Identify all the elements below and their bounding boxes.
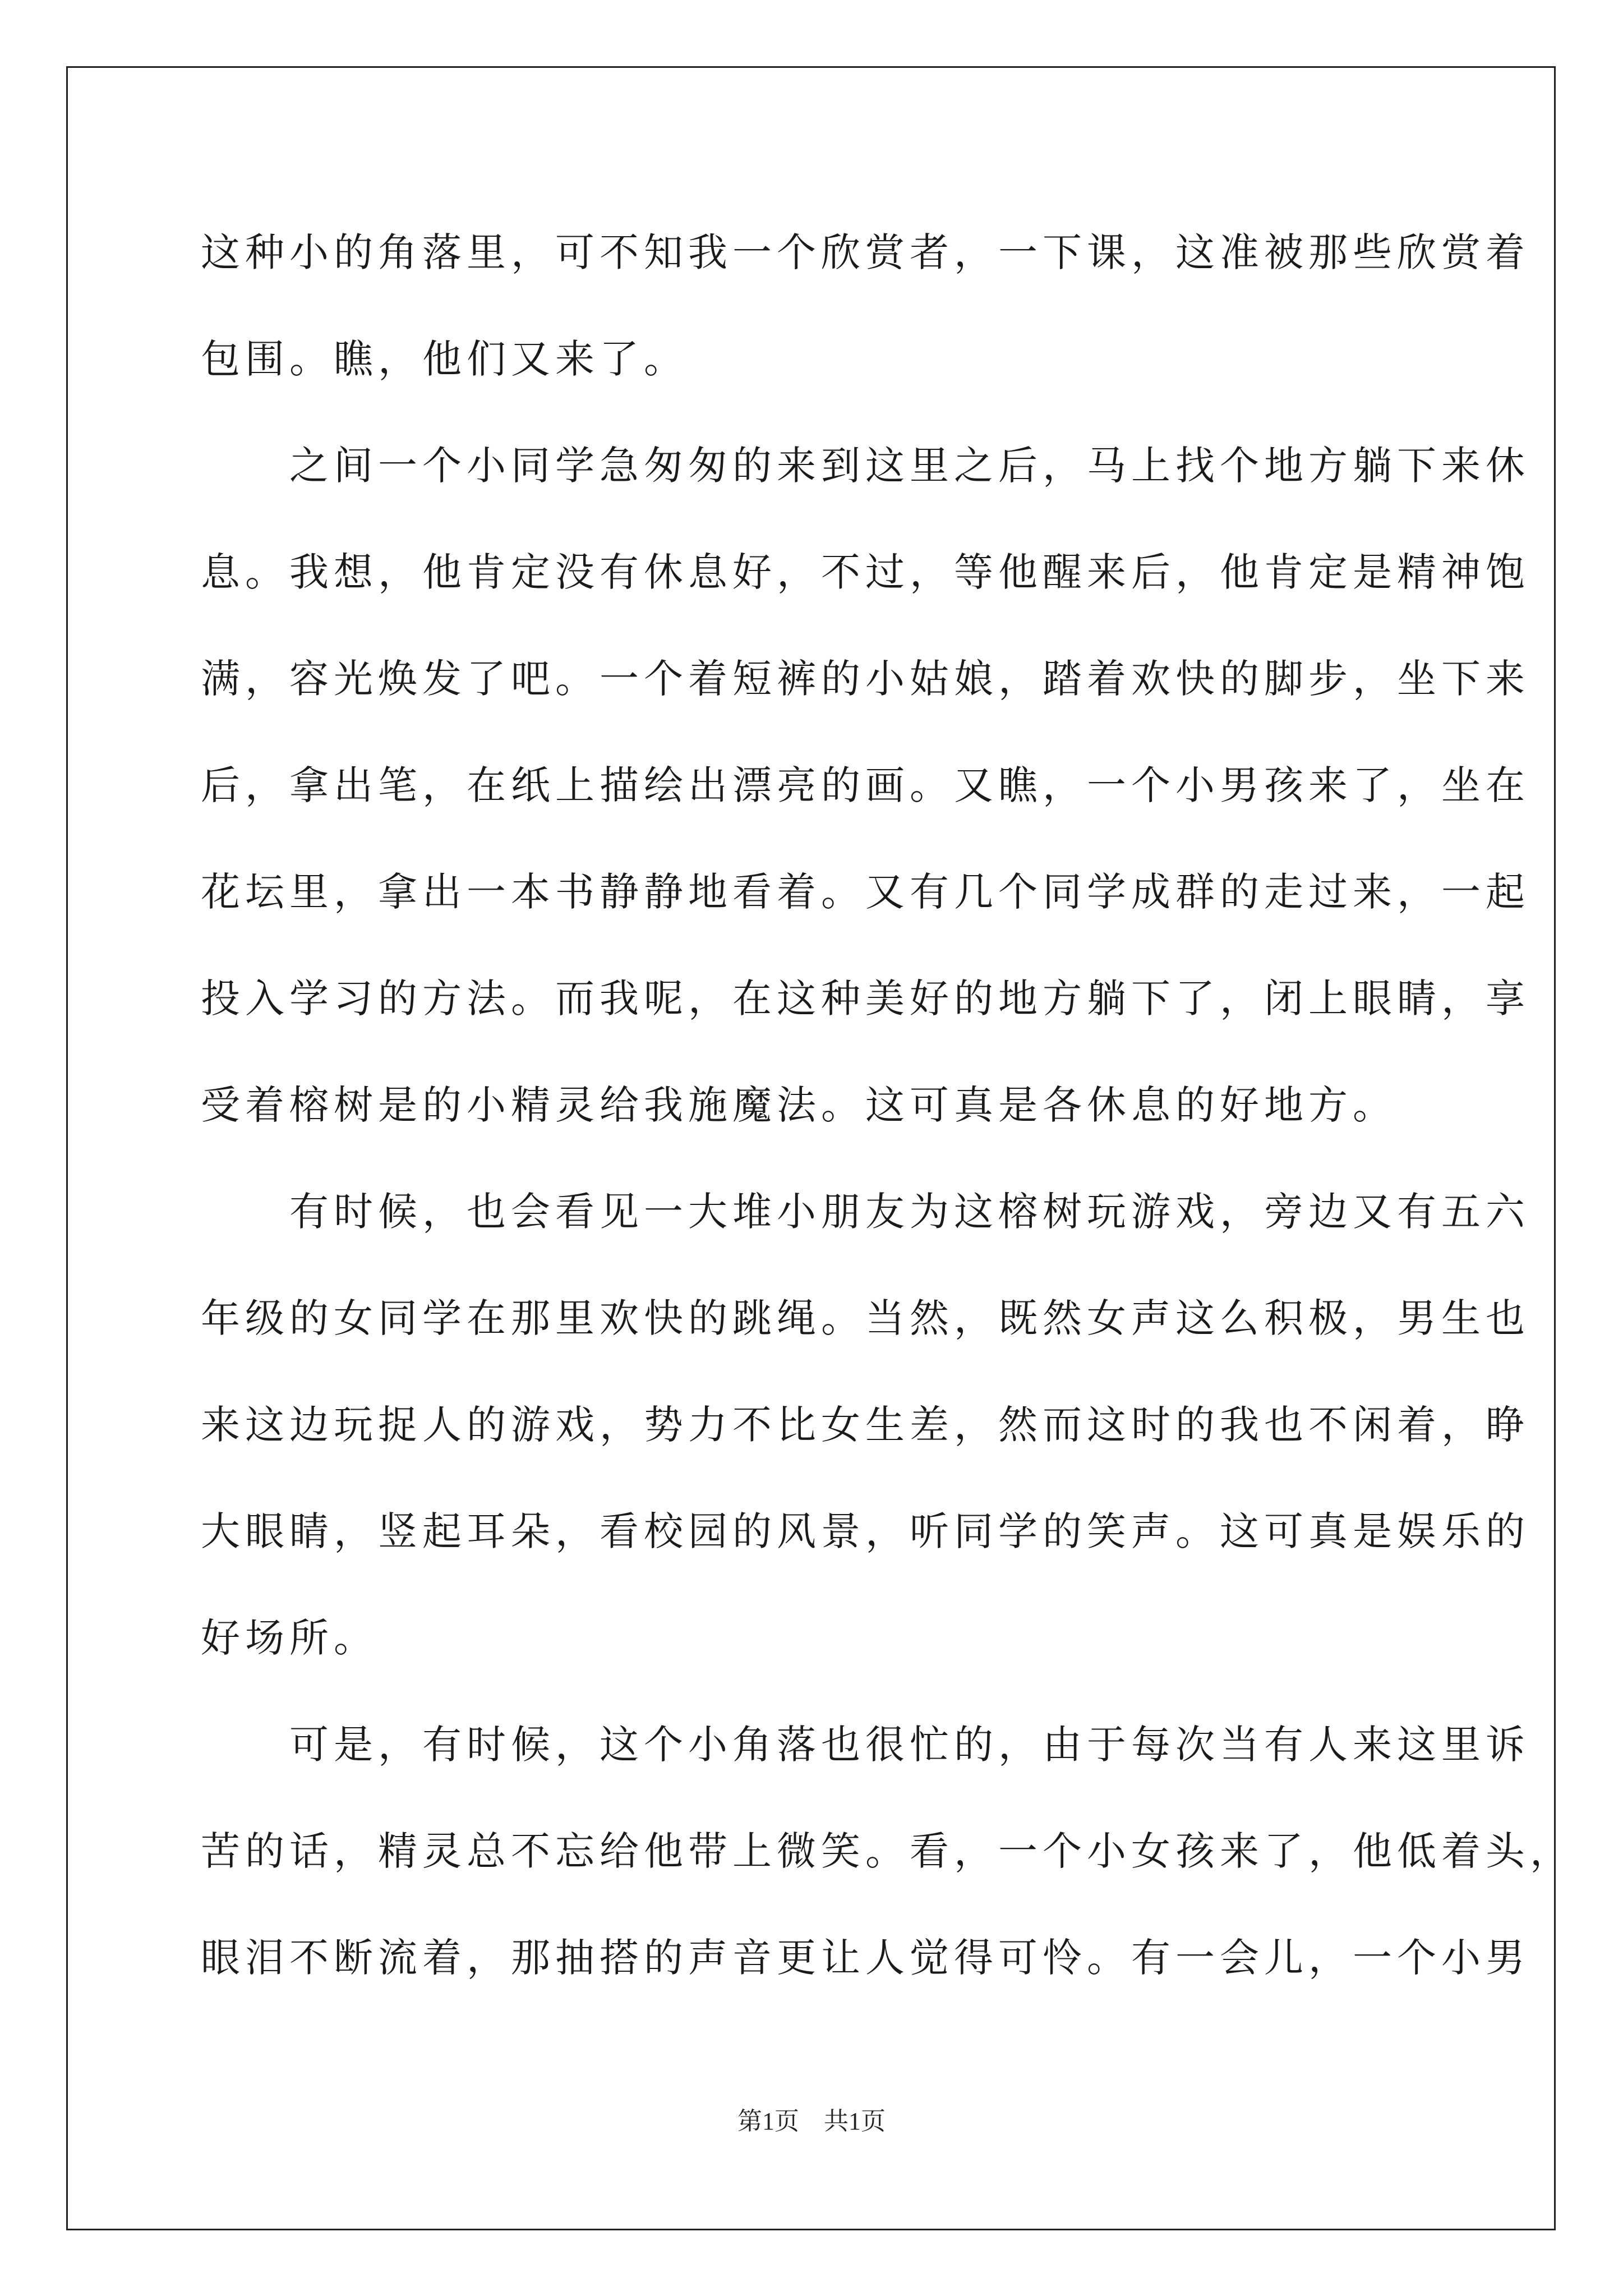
text-line: 年级的女同学在那里欢快的跳绳。当然，既然女声这么积极，男生也 [201, 1295, 1530, 1341]
text-line: 来这边玩捉人的游戏，势力不比女生差，然而这时的我也不闲着，睁 [201, 1402, 1530, 1448]
text-line: 这种小的角落里，可不知我一个欣赏者，一下课，这准被那些欣赏着 [201, 229, 1530, 275]
text-line: 可是，有时候，这个小角落也很忙的，由于每次当有人来这里诉 [201, 1722, 1530, 1768]
text-line: 受着榕树是的小精灵给我施魔法。这可真是各休息的好地方。 [201, 1082, 1397, 1128]
document-body [201, 224, 1574, 2036]
text-line: 好场所。 [201, 1615, 378, 1661]
page-number-footer: 第1页 共1页 [737, 2108, 886, 2135]
text-line: 苦的话，精灵总不忘给他带上微笑。看，一个小女孩来了，他低着头， [201, 1828, 1574, 1874]
text-line: 投入学习的方法。而我呢，在这种美好的地方躺下了，闭上眼睛，享 [201, 976, 1530, 1022]
text-line: 大眼睛，竖起耳朵，看校园的风景，听同学的笑声。这可真是娱乐的 [201, 1508, 1530, 1554]
text-line: 花坛里，拿出一本书静静地看着。又有几个同学成群的走过来，一起 [201, 869, 1530, 915]
text-line: 有时候，也会看见一大堆小朋友为这榕树玩游戏，旁边又有五六 [201, 1189, 1530, 1235]
text-line: 眼泪不断流着，那抽搭的声音更让人觉得可怜。有一会儿，一个小男 [201, 1935, 1530, 1981]
text-line: 之间一个小同学急匆匆的来到这里之后，马上找个地方躺下来休 [201, 443, 1530, 489]
text-line: 满，容光焕发了吧。一个着短裤的小姑娘，踏着欢快的脚步，坐下来 [201, 656, 1530, 702]
text-line: 包围。瞧，他们又来了。 [201, 336, 688, 382]
text-line: 息。我想，他肯定没有休息好，不过，等他醒来后，他肯定是精神饱 [201, 549, 1530, 595]
text-line: 后，拿出笔，在纸上描绘出漂亮的画。又瞧，一个小男孩来了，坐在 [201, 762, 1530, 808]
